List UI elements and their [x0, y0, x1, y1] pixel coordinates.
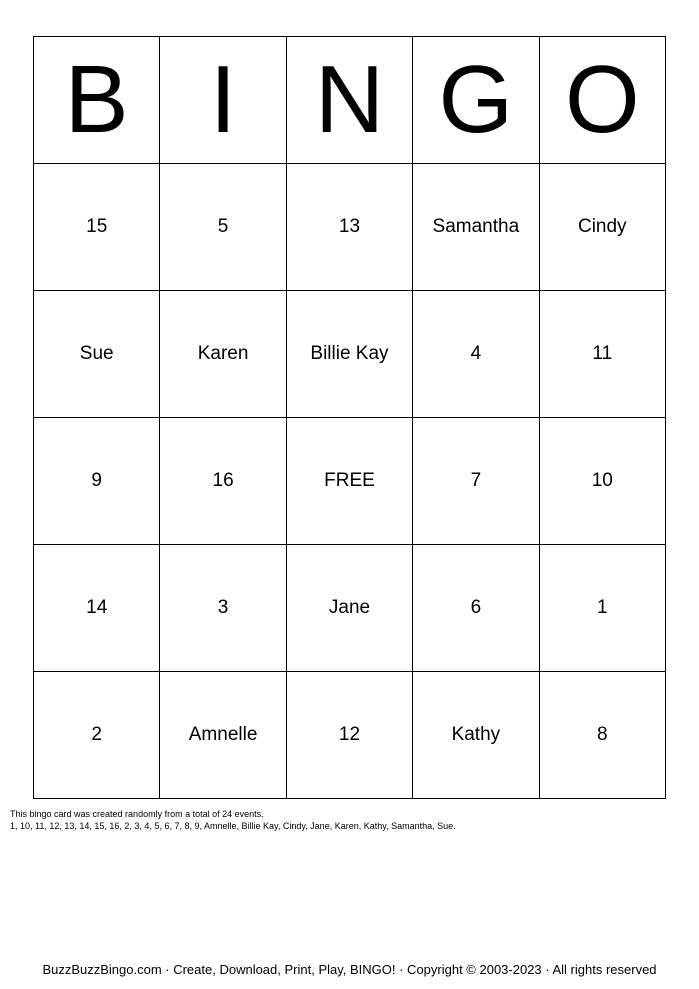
card-cell: Billie Kay	[286, 291, 412, 418]
card-row	[34, 164, 666, 291]
card-row	[34, 672, 666, 799]
page-footer: BuzzBuzzBingo.com · Create, Download, Print, Play, BINGO! · Copyright © 2003-2023 · All rights reserved	[42, 962, 657, 977]
card-cell: Samantha	[413, 164, 539, 291]
card-cell: 9	[34, 418, 160, 545]
card-cell: 4	[413, 291, 539, 418]
card-cell: 3	[160, 545, 286, 672]
header-row	[34, 37, 666, 164]
card-cell: 6	[413, 545, 539, 672]
card-row	[34, 418, 666, 545]
card-cell: 2	[34, 672, 160, 799]
card-cell: Karen	[160, 291, 286, 418]
card-cell: 11	[539, 291, 665, 418]
card-cell: Jane	[286, 545, 412, 672]
card-row	[34, 291, 666, 418]
header-letter-n: N	[286, 37, 412, 164]
card-cell: Cindy	[539, 164, 665, 291]
card-cell: 8	[539, 672, 665, 799]
card-cell: 10	[539, 418, 665, 545]
header-letter-o: O	[539, 37, 665, 164]
bingo-card	[33, 36, 666, 799]
card-cell: Amnelle	[160, 672, 286, 799]
header-letter-g: G	[413, 37, 539, 164]
notes-event-list: 1, 10, 11, 12, 13, 14, 15, 16, 2, 3, 4, 5, 6, 7, 8, 9, Amnelle, Billie Kay, Cindy, Jane, Karen, Kathy, Samantha, Sue.	[10, 821, 456, 831]
card-row	[34, 545, 666, 672]
card-cell: 12	[286, 672, 412, 799]
card-cell: 16	[160, 418, 286, 545]
card-cell: 1	[539, 545, 665, 672]
notes-summary: This bingo card was created randomly from a total of 24 events.	[10, 809, 264, 819]
card-cell: Kathy	[413, 672, 539, 799]
card-cell: 5	[160, 164, 286, 291]
card-cell: 7	[413, 418, 539, 545]
card-cell: 13	[286, 164, 412, 291]
header-letter-b: B	[34, 37, 160, 164]
card-cell: Sue	[34, 291, 160, 418]
card-notes	[10, 808, 456, 832]
header-letter-i: I	[160, 37, 286, 164]
free-space-cell: FREE	[286, 418, 412, 545]
card-cell: 14	[34, 545, 160, 672]
card-cell: 15	[34, 164, 160, 291]
